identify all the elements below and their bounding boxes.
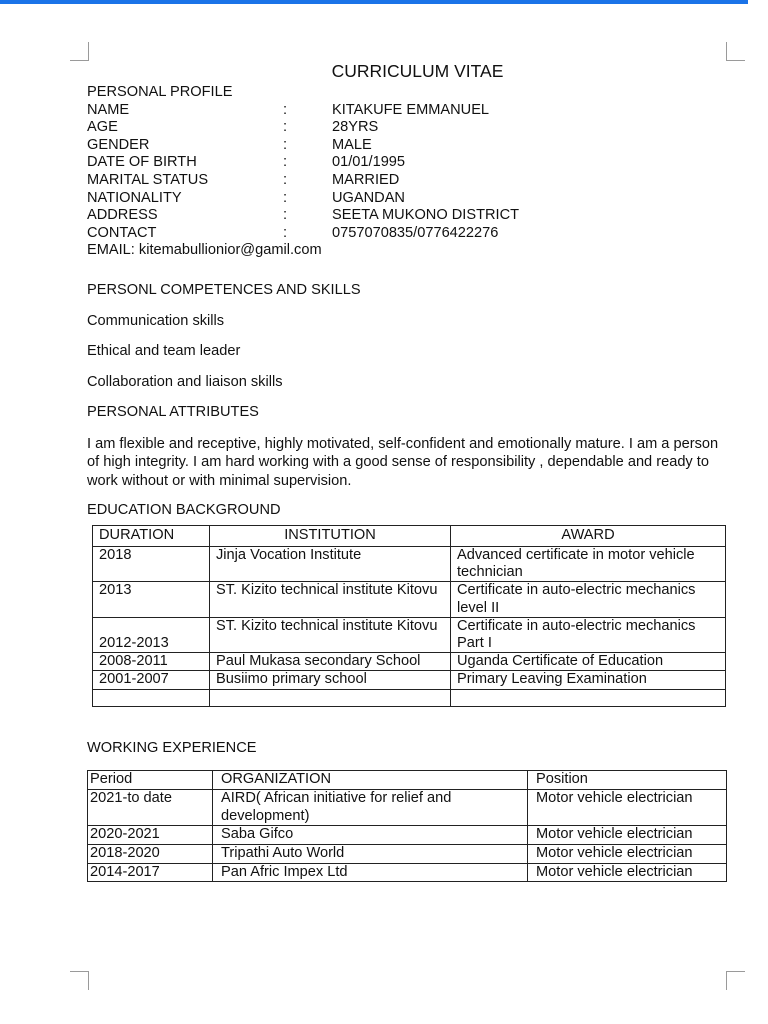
table-header-row	[88, 771, 727, 790]
experience-heading: WORKING EXPERIENCE	[87, 739, 257, 756]
column-header-duration: DURATION	[93, 526, 210, 547]
profile-heading: PERSONAL PROFILE	[87, 84, 233, 100]
table-row	[93, 582, 726, 617]
period-cell: 2014-2017	[88, 863, 213, 882]
profile-value: UGANDAN	[332, 189, 405, 206]
profile-row-nationality	[87, 190, 729, 208]
position-cell: Motor vehicle electrician	[528, 790, 727, 826]
profile-label: MARITAL STATUS	[87, 171, 209, 188]
attributes-heading: PERSONAL ATTRIBUTES	[87, 404, 259, 421]
duration-cell: 2013	[93, 582, 210, 617]
profile-separator: :	[283, 207, 288, 224]
organization-cell: AIRD( African initiative for relief and development)	[213, 790, 528, 826]
education-table	[92, 525, 726, 707]
column-header-position: Position	[528, 771, 727, 790]
award-cell: Uganda Certificate of Education	[451, 653, 726, 671]
profile-label: CONTACT	[87, 224, 157, 241]
period-cell: 2021-to date	[88, 790, 213, 826]
profile-label: ADDRESS	[87, 207, 158, 224]
profile-value: MALE	[332, 136, 372, 153]
cv-document	[87, 58, 729, 882]
profile-separator: :	[283, 224, 288, 241]
profile-row-address	[87, 207, 729, 225]
document-title: CURRICULUM VITAE	[331, 61, 504, 81]
profile-value: KITAKUFE EMMANUEL	[332, 101, 490, 118]
skill-item: Communication skills	[87, 312, 225, 329]
profile-value: MARRIED	[332, 171, 400, 188]
organization-cell: Tripathi Auto World	[213, 845, 528, 864]
profile-row-date-of-birth	[87, 154, 729, 172]
table-row	[93, 547, 726, 582]
profile-value: SEETA MUKONO DISTRICT	[332, 207, 520, 224]
duration-cell: 2018	[93, 547, 210, 582]
table-row	[88, 863, 727, 882]
duration-cell: 2012-2013	[93, 617, 210, 652]
profile-row-marital-status	[87, 172, 729, 190]
table-header-row	[93, 526, 726, 547]
position-cell: Motor vehicle electrician	[528, 826, 727, 845]
skill-item: Collaboration and liaison skills	[87, 373, 283, 390]
profile-separator: :	[283, 189, 288, 206]
profile-label: NAME	[87, 101, 130, 118]
skills-heading: PERSONL COMPETENCES AND SKILLS	[87, 281, 361, 298]
profile-row-contact	[87, 225, 729, 243]
profile-row-name	[87, 102, 729, 120]
duration-cell	[93, 689, 210, 706]
crop-mark-bottom-left	[70, 971, 89, 990]
top-accent-bar	[0, 0, 748, 4]
skill-item: Ethical and team leader	[87, 343, 241, 360]
profile-list	[87, 102, 729, 260]
institution-cell: ST. Kizito technical institute Kitovu	[210, 617, 451, 652]
profile-value: 28YRS	[332, 119, 379, 136]
profile-label: NATIONALITY	[87, 189, 182, 206]
attributes-paragraph: I am flexible and receptive, highly motivated, self-confident and emotionally mature. I am a person of high integrity. I am hard working with a good sense of responsibility , dependable and ready to work without or with minimal supervision.	[87, 435, 719, 489]
institution-cell	[210, 689, 451, 706]
column-header-award: AWARD	[451, 526, 726, 547]
table-row	[88, 790, 727, 826]
table-row	[88, 826, 727, 845]
position-cell: Motor vehicle electrician	[528, 845, 727, 864]
position-cell: Motor vehicle electrician	[528, 863, 727, 882]
period-cell: 2020-2021	[88, 826, 213, 845]
table-row	[93, 671, 726, 689]
column-header-period: Period	[88, 771, 213, 790]
award-cell: Certificate in auto-electric mechanics level II	[451, 582, 726, 617]
profile-separator: :	[283, 154, 288, 171]
profile-row-gender	[87, 137, 729, 155]
institution-cell: Busiimo primary school	[210, 671, 451, 689]
institution-cell: ST. Kizito technical institute Kitovu	[210, 582, 451, 617]
duration-cell: 2008-2011	[93, 653, 210, 671]
institution-cell: Paul Mukasa secondary School	[210, 653, 451, 671]
education-heading: EDUCATION BACKGROUND	[87, 502, 281, 519]
profile-separator: :	[283, 136, 288, 153]
profile-separator: :	[283, 119, 288, 136]
profile-value: 0757070835/0776422276	[332, 224, 499, 241]
period-cell: 2018-2020	[88, 845, 213, 864]
profile-separator: :	[283, 101, 288, 118]
award-cell: Primary Leaving Examination	[451, 671, 726, 689]
award-cell: Advanced certificate in motor vehicle technician	[451, 547, 726, 582]
table-row	[93, 617, 726, 652]
profile-label: GENDER	[87, 136, 150, 153]
profile-separator: :	[283, 171, 288, 188]
organization-cell: Saba Gifco	[213, 826, 528, 845]
duration-cell: 2001-2007	[93, 671, 210, 689]
profile-row-age	[87, 119, 729, 137]
institution-cell: Jinja Vocation Institute	[210, 547, 451, 582]
organization-cell: Pan Afric Impex Ltd	[213, 863, 528, 882]
award-cell	[451, 689, 726, 706]
column-header-organization: ORGANIZATION	[213, 771, 528, 790]
profile-label: DATE OF BIRTH	[87, 154, 197, 171]
table-row	[88, 845, 727, 864]
crop-mark-bottom-right	[726, 971, 745, 990]
table-row-empty	[93, 689, 726, 706]
profile-label: AGE	[87, 119, 118, 136]
column-header-institution: INSTITUTION	[210, 526, 451, 547]
experience-table	[87, 770, 727, 882]
profile-value: 01/01/1995	[332, 154, 406, 171]
award-cell: Certificate in auto-electric mechanics Part I	[451, 617, 726, 652]
table-row	[93, 653, 726, 671]
profile-email: EMAIL: kitemabullionior@gamil.com	[87, 242, 322, 259]
